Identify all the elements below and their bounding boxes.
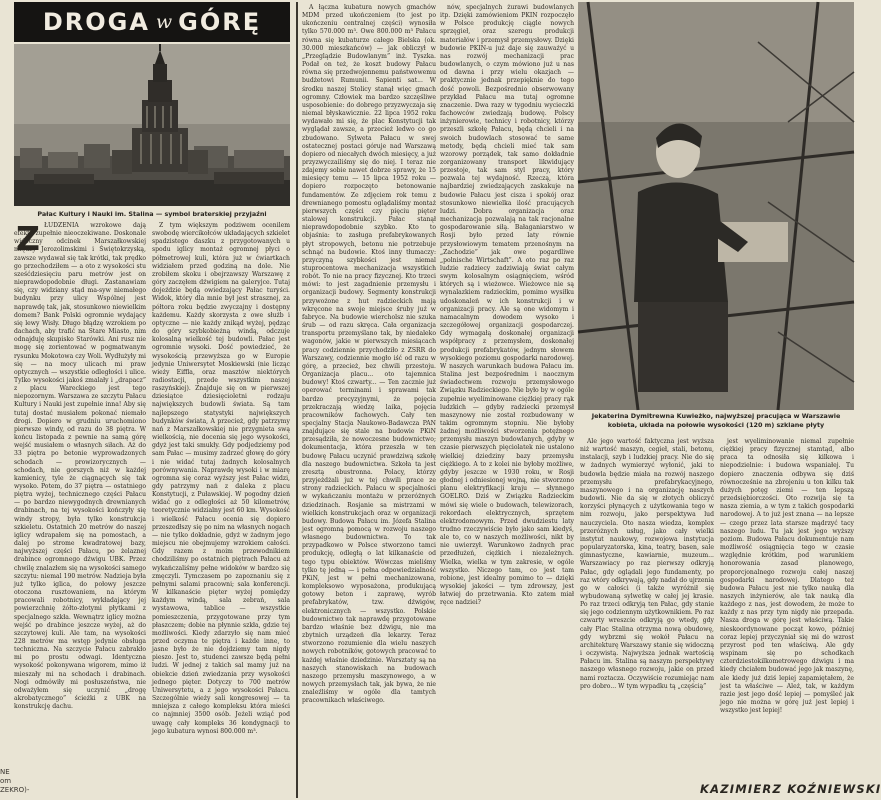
headline-banner — [14, 2, 290, 42]
drop-cap: Z — [16, 219, 40, 258]
article-column-5-text: Ale jego wartość faktyczna jest wyższa niż wartość maszyn, cegieł, stali, betonu, instalacji, szyb i ludzkiej pracy. Nie do się w żadnych wymierzyć wyłonić, jaki to budowla będzie miała na rozwój naszego przemysłu prefabrykacyjnego, maszynowego i na organizację naszych budowli. Nie da się w złotych obliczyć korzyści płynących z użytkowania tego w nim rozwoju, jako perspektywa lud nauczyciela. Oto nasza wiedza, komplex przeróżnych usług, jako cały wielki instytut naukowy, rozwojowa instytucja popularyzatorska, kina, teatry, basen, sale gimnastyczne, kawiarnie, muzeum... Warszawiacy po raz pierwszy odkryją Pałac, gdy oglądali jego fundamenty, po raz wtóry odkrywają, gdy nadał do ujrzenia go w całości (i także wyróżnił się wybudowaną sylwetkę w całej jej krasie. Po raz trzeci odkryją ten Pałac, gdy stanie się jego codziennym użytkownikiem. Po raz czwarty wreszcie odkryją go wtedy, gdy cały Plac Stalina otrzyma nową obudowę, gdy wybrzmi się wokół Pałacu na architekturę Warszawy stanie się widoczną i oczywistą. Najwyższa jednak wartością Pałacu im. Stalina są naszym perspektywy naszego własnego rozwoju, jakie on przed nami roztacza. Oczywiście rozumiejąc nam pro dobro... W tym wypadku tą „częścią” — [580, 438, 714, 690]
headline-word-1: DROGA — [42, 8, 150, 36]
article-column-2-text: Z tym większym podziwem ocenilem swobodę wiercikołców układających szkielet spadzistego daszku z przygotowanych u spodu iglicy montaż ogromnej płyci o półmetrowej kuli, która już w ćwiartkach widziałem przed godziną na dole. Nie zrobiłem skoku i obejrzawszy Warszawę z góry zaczęłem dźwigiem na galeryjce. Tutaj dojeździe będą owiedzający Pałac turyści. Widok, który dla mnie był jest strasznej, za półtora roku będzie zwyczajny i dostępny każdemu. Każdy skorzysta z owe służb i optyczne — nie każdy znikąd wyżej, pędząc do góry szybkobieżną windą, odczuje kolosalną wielkość tej budowli. Pałac jest ogromnie wysoki. Dość powiedzieć, że wysokością przewyższa go w Europie jedynie Uniwersytet Moskiewski (nie licząc wieży Eiffla, oraz masztów niektórych radiostacji, przede wszystkim naszej raszyńskiej). Znajduje się on w pierwszej dziesiątce dziesięcioletni rodzaju największych budowli świata. Są tam najlepszego statystyki największych budynków świata, A przecież, gdy patrzymy nań z Marszałkowskiej nie przygnieta swą wielkością, nie docenia się jego wysokości, gdyż jest taki smukły. Gdy podjedziemy pod sam Pałac — musimy zadrzeć głowę do góry i nie widać tutaj żadnych kolosalnych porównywania. Naprawdę wysoki i w miarę ogromna się coraz wyższy jest Pałac widzi, gdy patrzymy nań z daleka z placu Konstytucji, z Puławskiej. W pogodny dzień widać go z odległości aż 50 kilometrów, teoretycznie widzialny jest 60 km. Wysokość i wielkość Pałacu ocenia się dopiero przeszedłszy się po nim na własnych nogach — nie tylko dokładnie, gdyż w żadnym jego miejscu nie obejmujemy wzrokiem całości. Gdy razem z moim przewodnikiem chodziliśmy po ostatnich piętrach Pałacu aż wykańczaliśmy pełne widoków w bardzo się zmęczyli. Tymczasem po zapoznaniu się z pełnymi salami pracowni; sala konferencji. W kilkanaście pięter wyżej pomiędzy każdym windą, sala zebrań, sala wystawowa, tablice — wszystkie pomieszczenia, przygotowane przy tym płaszczem; dobie na płynnie szkła, gdzie tej możliwości. Kiedy zdarzyło się nam mieć przed oczyma te piętra i każde inne, to jasne było że nie dojdziemy tam nigdy pieszo. Jest to, studenci zawsze będą pełni ludzi. W jednej z takich sal mamy już na obiekcie dzień zwiedzania przy wysokości jednego pięter. Dotyczy to 700 metrów Uniwersytetu, a z jego wysokości Pałacu. Szczególnie wieży sali kongresowej — ta mniejsza z całego kompleksu która mieści co najmniej 3500 osób. Jeżeli wziąć pod uwagę cały kompleks 36 kondygnacji to jego kubatura wynosi 800.000 m³. — [152, 222, 290, 735]
headline-word-2: w — [155, 11, 173, 33]
article-column-5 — [580, 438, 714, 780]
adjacent-page-fragment: NE om ZEKRO)- — [0, 768, 30, 794]
worker-photo-caption: Jekaterina Dymitrewna Kuwieżko, najwyższej pracująca w Warszawie kobieta, układa na połowie wysokości (120 m) szklane płyty — [591, 412, 841, 429]
author-byline: KAZIMIERZ KOŹNIEWSKI — [700, 782, 881, 796]
article-column-6-text: jest wyeliminowanie niemal zupełnie ciężkiej pracy fizycznej stamtąd, albo praca ta odnosiła się kilkowa i niepodzielnie: i budowa wspaniałej. Tu dopiero znaczenia odbywa się dziś równocześnie na zbrojeniu u ton kilku tak dużych potęg ziemi — ten lepszą przedsiębiorczości. Oto rozwija się ta nasza ziemia, a w tym z takich gospodarki narodowej. A to już jest znana — na lepsze — czego przez lata starsze mądrzyć tacy naszego ludu. Tu jak jest jego wyższy poziom. Budowa Pałacu dokumentuje nam możliwość osiągnięcia tego w czasie względnie krótkim, pod warunkiem honorowania zasad planowego, proporcjonalnego rozwoju całej naszej gospodarki narodowej. Dlatego też budowa Pałacu jest nie tylko nauką dla naszych inżynierów, ale tak nauką dla każdego z nas, jest dowodem, że może to każdy z nas przy tym nigdy nie przepada. Nasza droga w górę jest właściwą. Takie nieskoordynowane począt kowo, później coraz lepiej przyczyniał się mi do wzrost przyrost pod ten właściwą. Ale gdy wspinam się po schodkach czterdziestokilkometrowego dźwigu i ma kiedy chciałem budować jego jak maszynę, ale kiedy już dziś lepiej zapamiętałem, że jest ta właściwe — Ależ, tak, w każdym razie jest jego dość lepiej — pomyśleć jak jego nie można w górę już jest lepiej i wszystko jest lepiej! — [720, 438, 854, 715]
article-column-4 — [440, 4, 574, 796]
headline-word-3: GÓRĘ — [178, 8, 262, 36]
article-column-6 — [720, 438, 854, 780]
palace-photo-caption: Pałac Kultury i Nauki im. Stalina — symbol braterskiej przyjaźni — [37, 210, 267, 218]
worker-photo — [578, 2, 854, 410]
palace-photo — [14, 44, 290, 206]
article-column-2 — [152, 222, 290, 794]
article-column-3-text: A łączna kubatura nowych gmachów MDM przed ukończeniem (to jest po ukończeniu centralnej części) wynosiła tylko 570.000 m³. Owe 800.000 m³ Pałacu równa się kubaturze całego Bielska (ok. 30.000 mieszkańców) — jak obliczył w „Przeglądzie Budowlanym” inż. Tyszka. Podał on też, że koszt budowy Pałacu równa się przedwojennemu państwowemu budżetowi Rumunii. Sapienti sat... W środku naszej Stolicy stanął więc gmach ogromny. Człowiek ma bardzo szczęśliwe usposobienie: do dobrego przyzwyczaja się niemal błyskawicznie. 22 lipca 1952 roku wydawało mi się, że plac Konstytucji tak wyglądał zawsze, a przecież ledwo co go zbudowano. Sylweta Pałacu w swej ostatecznej postaci góruje nad Warszawą dopiero od niecałych dwóch miesięcy, a już przyzwyczailiśmy się do niej. I teraz nie zdajemy sobie nawet dobrze sprawy, że 15 miesięcy temu — 15 lipca 1952 roku — dopiero rozpoczęto betonowanie fundamentów. Ze zdjęciem rok temu z drewnianego pomostu oglądaliśmy montaż pierwszych części czy pięciu pięter stalowej konstrukcji. Pałac stanął nieprawdopodobnie szybko. Kto to objaśnia: to zasługa prefabrykowanych płyt stropowych, betonu nie potrzebuje schnąć na budowie. Ktoś inny tłumaczy: przyczyną szybkości jest niemal stuprocentowa mechanizacja wszystkich robót. To nie na pracy fizycznej. Kto trzeci mówi: to jest zagadnienie przemysłu i organizacji budowy. Segmenty konstrukcji przywożone z hut radzieckich mają wkręcone na swoje miejsce śruby już w fabryce. Na budowie wiercholsz nie szuka śrub — od razu skręca. Cała organizacja transportu przemyślano tak, by niedaleko wagonów, jakie w pierwszych miesiącach pracy codziennie przychodziło z ZSRR do Warszawy, codziennie mogło iść od razu w górę, a przecież, bez chwili przestoju. Organizacja placu... oto tajemnica budowy! Ktoś czwarty... — Ten zacznie już operować terminami i sprawami tak bardzo precyzyjnymi, że pojęcia przekraczają wiedzę laika, pojęcia pracowników fachowych. Cały ten specjalny Stacja Naukowo-Badawcza PAN znajdujące się stale na budowie PKiN przesądziła, że nowoczesne budownictwo; dokumentacja, która przeszła w ten budowę Pałacu uczynić prawdziwą szkołę dla naszego budownictwa. Szkoła ta jest zresztą obustronna. Polacy, którzy przyjeżdżali już w tej chwili prace ze strony radzieckich. Pałacu w specjalności w wykańczaniu montażu w przeróżnych dziedzinach. Rosjanie sa mistrzami w wielkich konstrukcjach oraz w organizacji budowy. Budowa Pałacu im. Józefa Stalina jest ogromną pomocą w rozwoju naszego własnego budownictwa. To tak przypadkowo w Polsce stworzono tamci produkcję, odległą o lat kilkanaście od tego typu obiektów. Wówczas mieliśmy tylko tę jedną — i pełna odpowiedzialność PKiN, jest w pełni mechanizowana, kompleksowo wyposażona, produkującą gotowy beton i zaprawę, wyrób prefabrykatów, tzw. dźwigów, elektronicznych — wszystko. Polskie budownictwo tak naprawdę przygotowane bardzo właśnie bez dźwigu, nie ma zbytnich urządzeń dla lekarzy. Teraz stworzono rozumienie dla wielu naszych nowych robotników, gotowych pracować to każdej właśnie dziedzinie. Warsztaty są na naszych stanowiskach na budowach naszego przemysłu maszynowego, a w nowych przemysłach tak, jak bywa, że nie znaleźliśmy w ogóle dla tamtych pracownikach właściwego. — [302, 4, 436, 705]
article-column-3 — [302, 4, 436, 796]
article-column-4-text: nów, specjalnych żurawi budowlanych itp. Dzięki zamówieniom PKIN rozpoczęło w Polsce produkcję ciągle nowych sprzęgieł, oraz szeregu produkcji materiałów i przemysł przemysłowy. Dzięki budowie PKIN-u już daje się zauważyć u nas rozwój mechanizacji prac budowlanych, o czym mówiono już u nas od dawna i przy wielu okazjach — praktycznie jednak przepięknie do tego dość powoli. Bezpośrednio obserwowany przykład Pałacu ma tutaj ogromne znaczenie. Dwa razy w tygodniu wycieczki fachowców zwiedzają budowę. Polscy inżynierowie, technicy i robotnicy, którzy przeszli szkołę Pałacu, będą chcieli i na swoich budowlach stosować te same metody, będą chcieli mieć tak sam wzorowy porządek, tak samo dokładnie zorganizowany transport likwidujący przestoje, tak sam styl pracy, który pozwala tej wydajność. Rzeczą, która najbardziej zwiedzających zaskakuje na budowie Pałacu jest cisza i spokój oraz stosunkowo niewielka ilość pracujących ludzi. Dobra organizacja oraz mechanizacja pozwalają na tak racjonalne gospodarowanie siłą. Bałaganiarstwo w Rosji było przed laty równie przysłowiowym tematem przenośnym na „Zachodzie” jak owe pogardliwe „polnische Wirtschaft”. A oto raz po raz ludzie radziecy zadziwiają świat całym swym kolosalnym osiągnięciem, wśród których są i wieżowce. Wieżowce nie są wynalazkiem radzieckim, pomimo wysiłku udoskonaleń w ich konstrukcji i w organizacji pracy. Ale są one widomym i namacalnym dowodem wysoko i szczegółowej organizacji gospodarczej. Gdy wymagałą doskonałej organizacji współpracy z przemysłem, doskonałej produkcji prefabrykatów, jednym słowem wysokiego poziomu gospodarki narodowej. W naszych warunkach budowa Pałacu im. Stalina jest bezpośrednim i naocznym świadectwem rozwoju przemysłowego Związku Radzieckiego. Nie było by w ogóle zupełnie wyeliminowane ciężkiej pracy rąk ludzkich — gdyby radziecki przemysł maszynowy nie został rozbudowany w takim ogromnym stopniu. Nie byłoby żadnej możliwości stworzenia potężnego przemysłu maszyn budowlanych, gdyby w czasie pierwszych pięciolatek nie ustalono wielkiej dziedziny bazy przemysłu ciężkiego. A to z kolei nie byłoby możliwe, gdyby jeszcze w 1930 roku, w Rosji głodnej i odniesionej wojną, nie stworzono planu elektryfikacji kraju — słynnego GOELRO. Dziś w Związku Radzieckim mówi się wiele o budowach, telewizorach, rekordach elektrycznych, sprzętem elektrodomowym. Przed dwudziestu laty trudno rzeczywiście było jako sam kiedyś, ale to, co w naszych możliwości, nikt by nie uwierzył. Warunkowo żadnych prac przedłużeń, ciężkich i niezależnych. Wielka, wielka w tym zakresie, w ogóle wszystko. Niczego tam, co jest tam robione, jest idealny pomimo to — dzięki wysokiej jakości — tym zdrowszy, jest łatwiej do przetrwania. Kto zatem miał ręce nadziei? — [440, 4, 574, 607]
article-column-1-text: ŁUDZENIA wzrokowe dają efekty zupełnie nieoczekiwane. Doskonale widoczny odcinek Marszałkowskiej między Jerozolimskimi i Świętokrzyską, zawsze wydawał się tak krótki, tak prędko go przechodziłem — a oto z wysokości stu sześćdziesięciu paru metrów jest on nieprawdopodobnie długi. Zastanawiam się, czy widziany stąd ma-syw niemałego budynku przy ulicy Wspólnej jest naprawdę tak, jak, stosunkowo niewielkim domem? Bank Polski ogromnie wydający się lewy Wisły. Długo błądzę wzrokiem po dachach, aby trafić na Stare Miasto, nim odnajduję skupisko Starówki. Ani rusz nie mogę się zorientować w pogmatwanym rysunku Mokotowa czy Woli. Wydłużyły mi się — na mocy ulicach mi praw optycznych — wszystkie odległości i ulice. Tylko wysokości jakoś zmalały i „drapacz” z placu Wareckiego jest tego niepozornym. Warszawa ze szczytu Pałacu Kultury i Nauki jest zupełnie inna! Aby się tutaj dostać musiałem pokonać niemało drogi. Dopiero w grudniu uruchomiono pierwsze windy, od razu do 38 piętra. W końcu listopada z pewnie na samą górę wejść musiałem o własnych siłach. Aż do 33 piętra po betonie wyprowadzonych schodach — prowizorycznych — schodach, nie gorszych niż w każdej kamienicy, tyle że ciągnących się tak wysoko. Potem, do 37 piętra — ostatniego piętra wyżej, technicznego części Pałacu — po bardzo niewygodnych drewnianych drabinach, na tej wysokości kończyły się windy stropy, była tylko konstrukcja szkieletu. Ostatnich 20 metrów do naszej iglicy wdrapałem się na pomostach, a dalej po strome kwadratowej bazy, najwyższej części Pałacu, po żelaznej drabince ogromnego dźwigu UBK. Przez chwilę znalazłem się na wysokości samego szczytu: niemal 190 metrów. Nadzieja była już tylko iglica, do połowy jeszcze otoczona rusztowaniem, na którym pracowali robotnicy, wykładający jej powierzchnię żółto-złotymi płytkami z specjalnego szkła. Wewnątrz iglicy można wejść po drabince jeszcze wyżej, aż do szczytowej kuli. Ale tam, na wysokości 228 metrów ma wstęp jedynie obsługa techniczna. Na szczycie Pałacu zabrakło mi po prostu odwagi. Identyczna wysokość pokonywana wigorem, mimo iż mieszały mi na schodach i drabinach. Nogi odmówiły mi posłuszeństwa, nie odważyłem się uczynić „drogę akrobatycznego” ścieżki z UBK na konstrukcję dachu. — [14, 222, 146, 711]
article-column-1 — [14, 219, 146, 762]
column-divider — [296, 2, 298, 798]
